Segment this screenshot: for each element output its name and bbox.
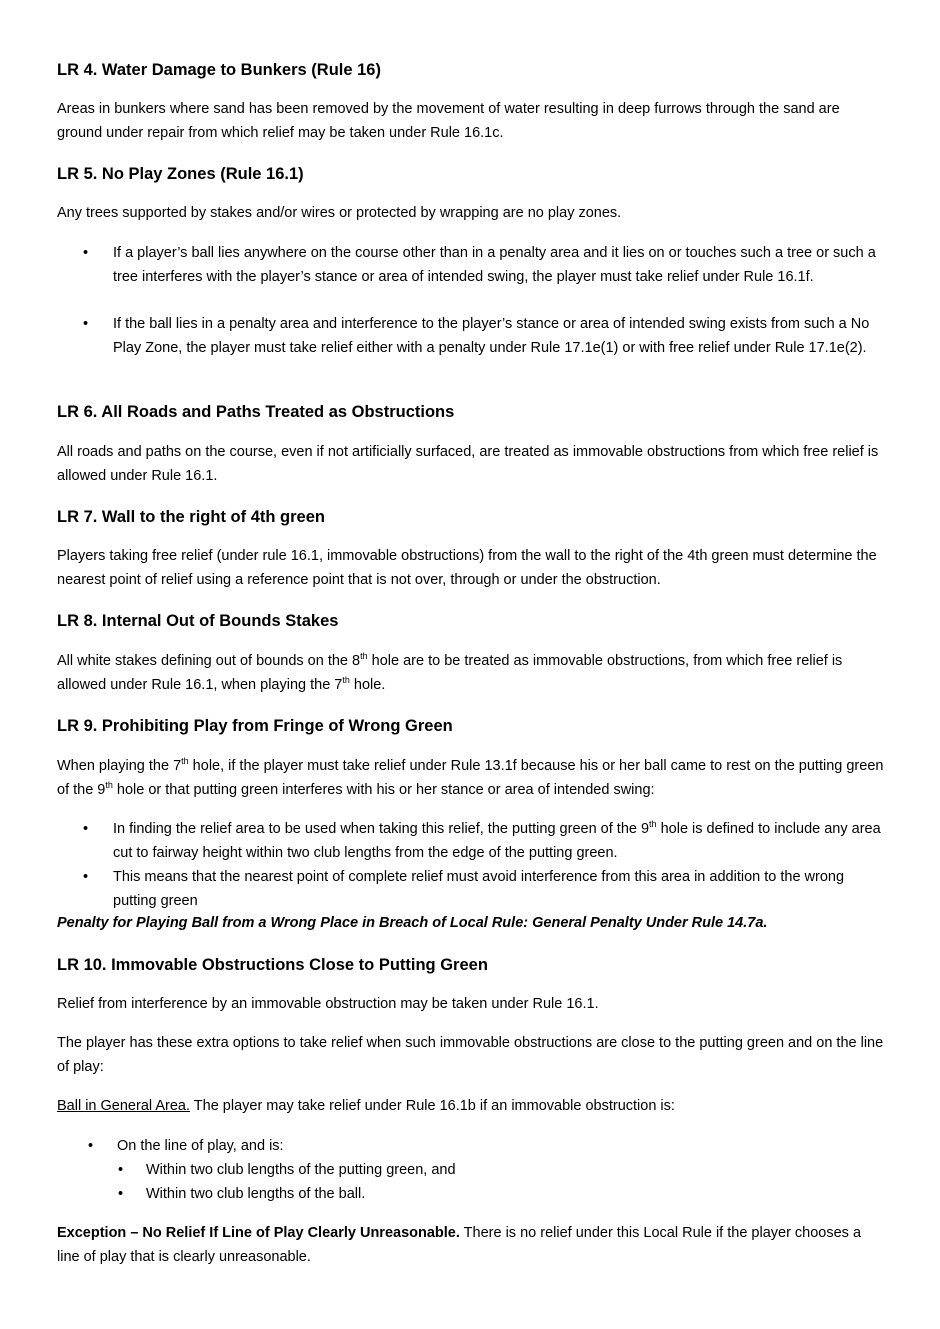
general-area-label: Ball in General Area.: [57, 1098, 190, 1114]
bullet-glyph: •: [118, 1186, 124, 1202]
bullet-glyph: •: [118, 1162, 124, 1178]
bullet-glyph: •: [83, 821, 89, 837]
lr7-heading: LR 7. Wall to the right of 4th green: [57, 508, 325, 526]
lr10-general-area: Ball in General Area. The player may take relief under Rule 16.1b if an immovable obstruction is:: [57, 1098, 675, 1114]
lr10-exception: Exception – No Relief If Line of Play Clearly Unreasonable. There is no relief under this Local Rule if the player chooses a line of play that is clearly unreasonable.: [57, 1225, 862, 1265]
lr10-heading: LR 10. Immovable Obstructions Close to Putting Green: [57, 956, 488, 974]
lr10-bullet: On the line of play, and is:: [117, 1138, 284, 1154]
lr10-text-2: The player has these extra options to take relief when such immovable obstructions are close to the putting green and on the line of play:: [57, 1035, 884, 1075]
lr10-sub-bullet-1: Within two club lengths of the putting green, and: [146, 1162, 456, 1178]
lr5-bullet-2: If the ball lies in a penalty area and interference to the player’s stance or area of intended swing exists from such a No Play Zone, the player must take relief either with a penalty under Rule 17.1e(1) or with free relief under Rule 17.1e(2).: [113, 316, 870, 356]
lr8-heading: LR 8. Internal Out of Bounds Stakes: [57, 612, 339, 630]
lr9-bullet-2: This means that the nearest point of complete relief must avoid interference from this area in addition to the wrong putting green: [113, 869, 845, 909]
lr10-sub-bullet-2: Within two club lengths of the ball.: [146, 1186, 366, 1202]
lr7-text: Players taking free relief (under rule 16.1, immovable obstructions) from the wall to the right of the 4th green must determine the nearest point of relief using a reference point that is not over, through or under the obstruction.: [57, 548, 877, 588]
lr6-text: All roads and paths on the course, even if not artificially surfaced, are treated as immovable obstructions from which free relief is allowed under Rule 16.1.: [57, 444, 879, 484]
lr4-text: Areas in bunkers where sand has been removed by the movement of water resulting in deep furrows through the sand are ground under repair from which relief may be taken under Rule 16.1c.: [57, 101, 840, 141]
bullet-glyph: •: [83, 869, 89, 885]
bullet-glyph: •: [88, 1138, 94, 1154]
lr8-text: All white stakes defining out of bounds on the 8th hole are to be treated as immovable obstructions, from which free relief is allowed under Rule 16.1, when playing the 7th hole.: [57, 651, 843, 693]
bullet-glyph: •: [83, 316, 89, 332]
lr10-text-1: Relief from interference by an immovable obstruction may be taken under Rule 16.1.: [57, 996, 599, 1012]
lr9-penalty: Penalty for Playing Ball from a Wrong Place in Breach of Local Rule: General Penalty Under Rule 14.7a.: [57, 915, 768, 931]
exception-label: Exception – No Relief If Line of Play Clearly Unreasonable.: [57, 1225, 460, 1241]
lr5-heading: LR 5. No Play Zones (Rule 16.1): [57, 165, 304, 183]
lr9-bullet-1: In finding the relief area to be used when taking this relief, the putting green of the 9th hole is defined to include any area cut to fairway height within two club lengths from the edge of the putting green.: [113, 819, 881, 861]
bullet-glyph: •: [83, 245, 89, 261]
lr4-heading: LR 4. Water Damage to Bunkers (Rule 16): [57, 61, 381, 79]
lr6-heading: LR 6. All Roads and Paths Treated as Obstructions: [57, 403, 455, 421]
lr5-bullet-1: If a player’s ball lies anywhere on the course other than in a penalty area and it lies on or touches such a tree or such a tree interferes with the player’s stance or area of intended swing, the player must take relief under Rule 16.1f.: [113, 245, 876, 285]
lr9-heading: LR 9. Prohibiting Play from Fringe of Wrong Green: [57, 717, 453, 735]
lr9-text: When playing the 7th hole, if the player must take relief under Rule 13.1f because his or her ball came to rest on the putting green of the 9th hole or that putting green interferes with his or her stance or area of intended swing:: [57, 756, 884, 798]
lr5-text: Any trees supported by stakes and/or wires or protected by wrapping are no play zones.: [57, 205, 622, 221]
